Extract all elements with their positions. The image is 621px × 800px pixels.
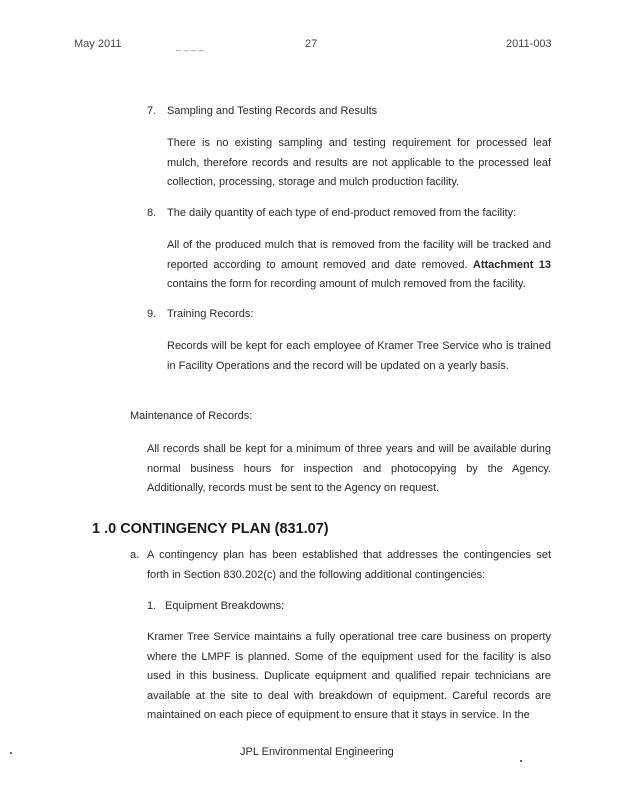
sub-1-number: 1. — [147, 600, 157, 612]
section-heading: 1 .0 CONTINGENCY PLAN (831.07) — [92, 521, 329, 537]
item-7-number: 7. — [147, 105, 157, 117]
item-a-body-text: A contingency plan has been established that addresses the contingencies set forth in Section 830.202(c) and the following additional contingencies: — [147, 549, 551, 581]
header-date: May 2011 — [74, 38, 122, 50]
header-doc-number: 2011-003 — [506, 38, 552, 50]
sub-1-title: Equipment Breakdowns: — [165, 600, 285, 612]
maintenance-body-text: All records shall be kept for a minimum of three years and will be available during normal business hours for inspection and photocopying by the Agency. Additionally, records must be sent to the Agency on request. — [147, 443, 551, 494]
item-a-letter: a. — [130, 549, 140, 561]
footer-company: JPL Environmental Engineering — [240, 746, 394, 758]
maintenance-body — [147, 440, 551, 499]
item-8-title: The daily quantity of each type of end-product removed from the facility: — [167, 207, 517, 219]
scan-speck-left — [10, 752, 12, 754]
header-page-number: 27 — [305, 38, 318, 50]
header-center-mark: _ _ _ _ — [176, 41, 204, 51]
item-8-body-pre: All of the produced mulch that is removed from the facility will be tracked and reported according to amount removed and date removed. — [167, 239, 551, 271]
item-9-title: Training Records: — [167, 308, 254, 320]
scan-speck-right — [520, 760, 522, 762]
maintenance-heading: Maintenance of Records: — [130, 410, 253, 422]
item-7-body — [167, 134, 551, 193]
item-8-body — [167, 236, 551, 295]
item-7-title: Sampling and Testing Records and Results — [167, 105, 378, 117]
item-9-body — [167, 337, 551, 376]
item-a-body — [147, 546, 551, 585]
attachment-13-reference: Attachment 13 — [472, 258, 551, 271]
item-7-body-text: There is no existing sampling and testing requirement for processed leaf mulch, therefore records and results are not applicable to the processed leaf collection, processing, storage and mulch production facility. — [167, 137, 551, 188]
item-8-number: 8. — [147, 207, 157, 219]
sub-1-body-text: Kramer Tree Service maintains a fully operational tree care business on property where the LMPF is planned. Some of the equipment used for the facility is also used in this business. Duplicate equipment and qualified repair technicians are available at the site to deal with breakdown of equipment. Careful records are maintained on each piece of equipment to ensure that it stays in service. In the — [147, 631, 551, 721]
item-8-body-post: contains the form for recording amount of mulch removed from the facility. — [167, 278, 526, 290]
item-9-body-text: Records will be kept for each employee of Kramer Tree Service who is trained in Facility Operations and the record will be updated on a yearly basis. — [167, 340, 551, 372]
sub-1-body — [147, 628, 551, 726]
item-9-number: 9. — [147, 308, 157, 320]
